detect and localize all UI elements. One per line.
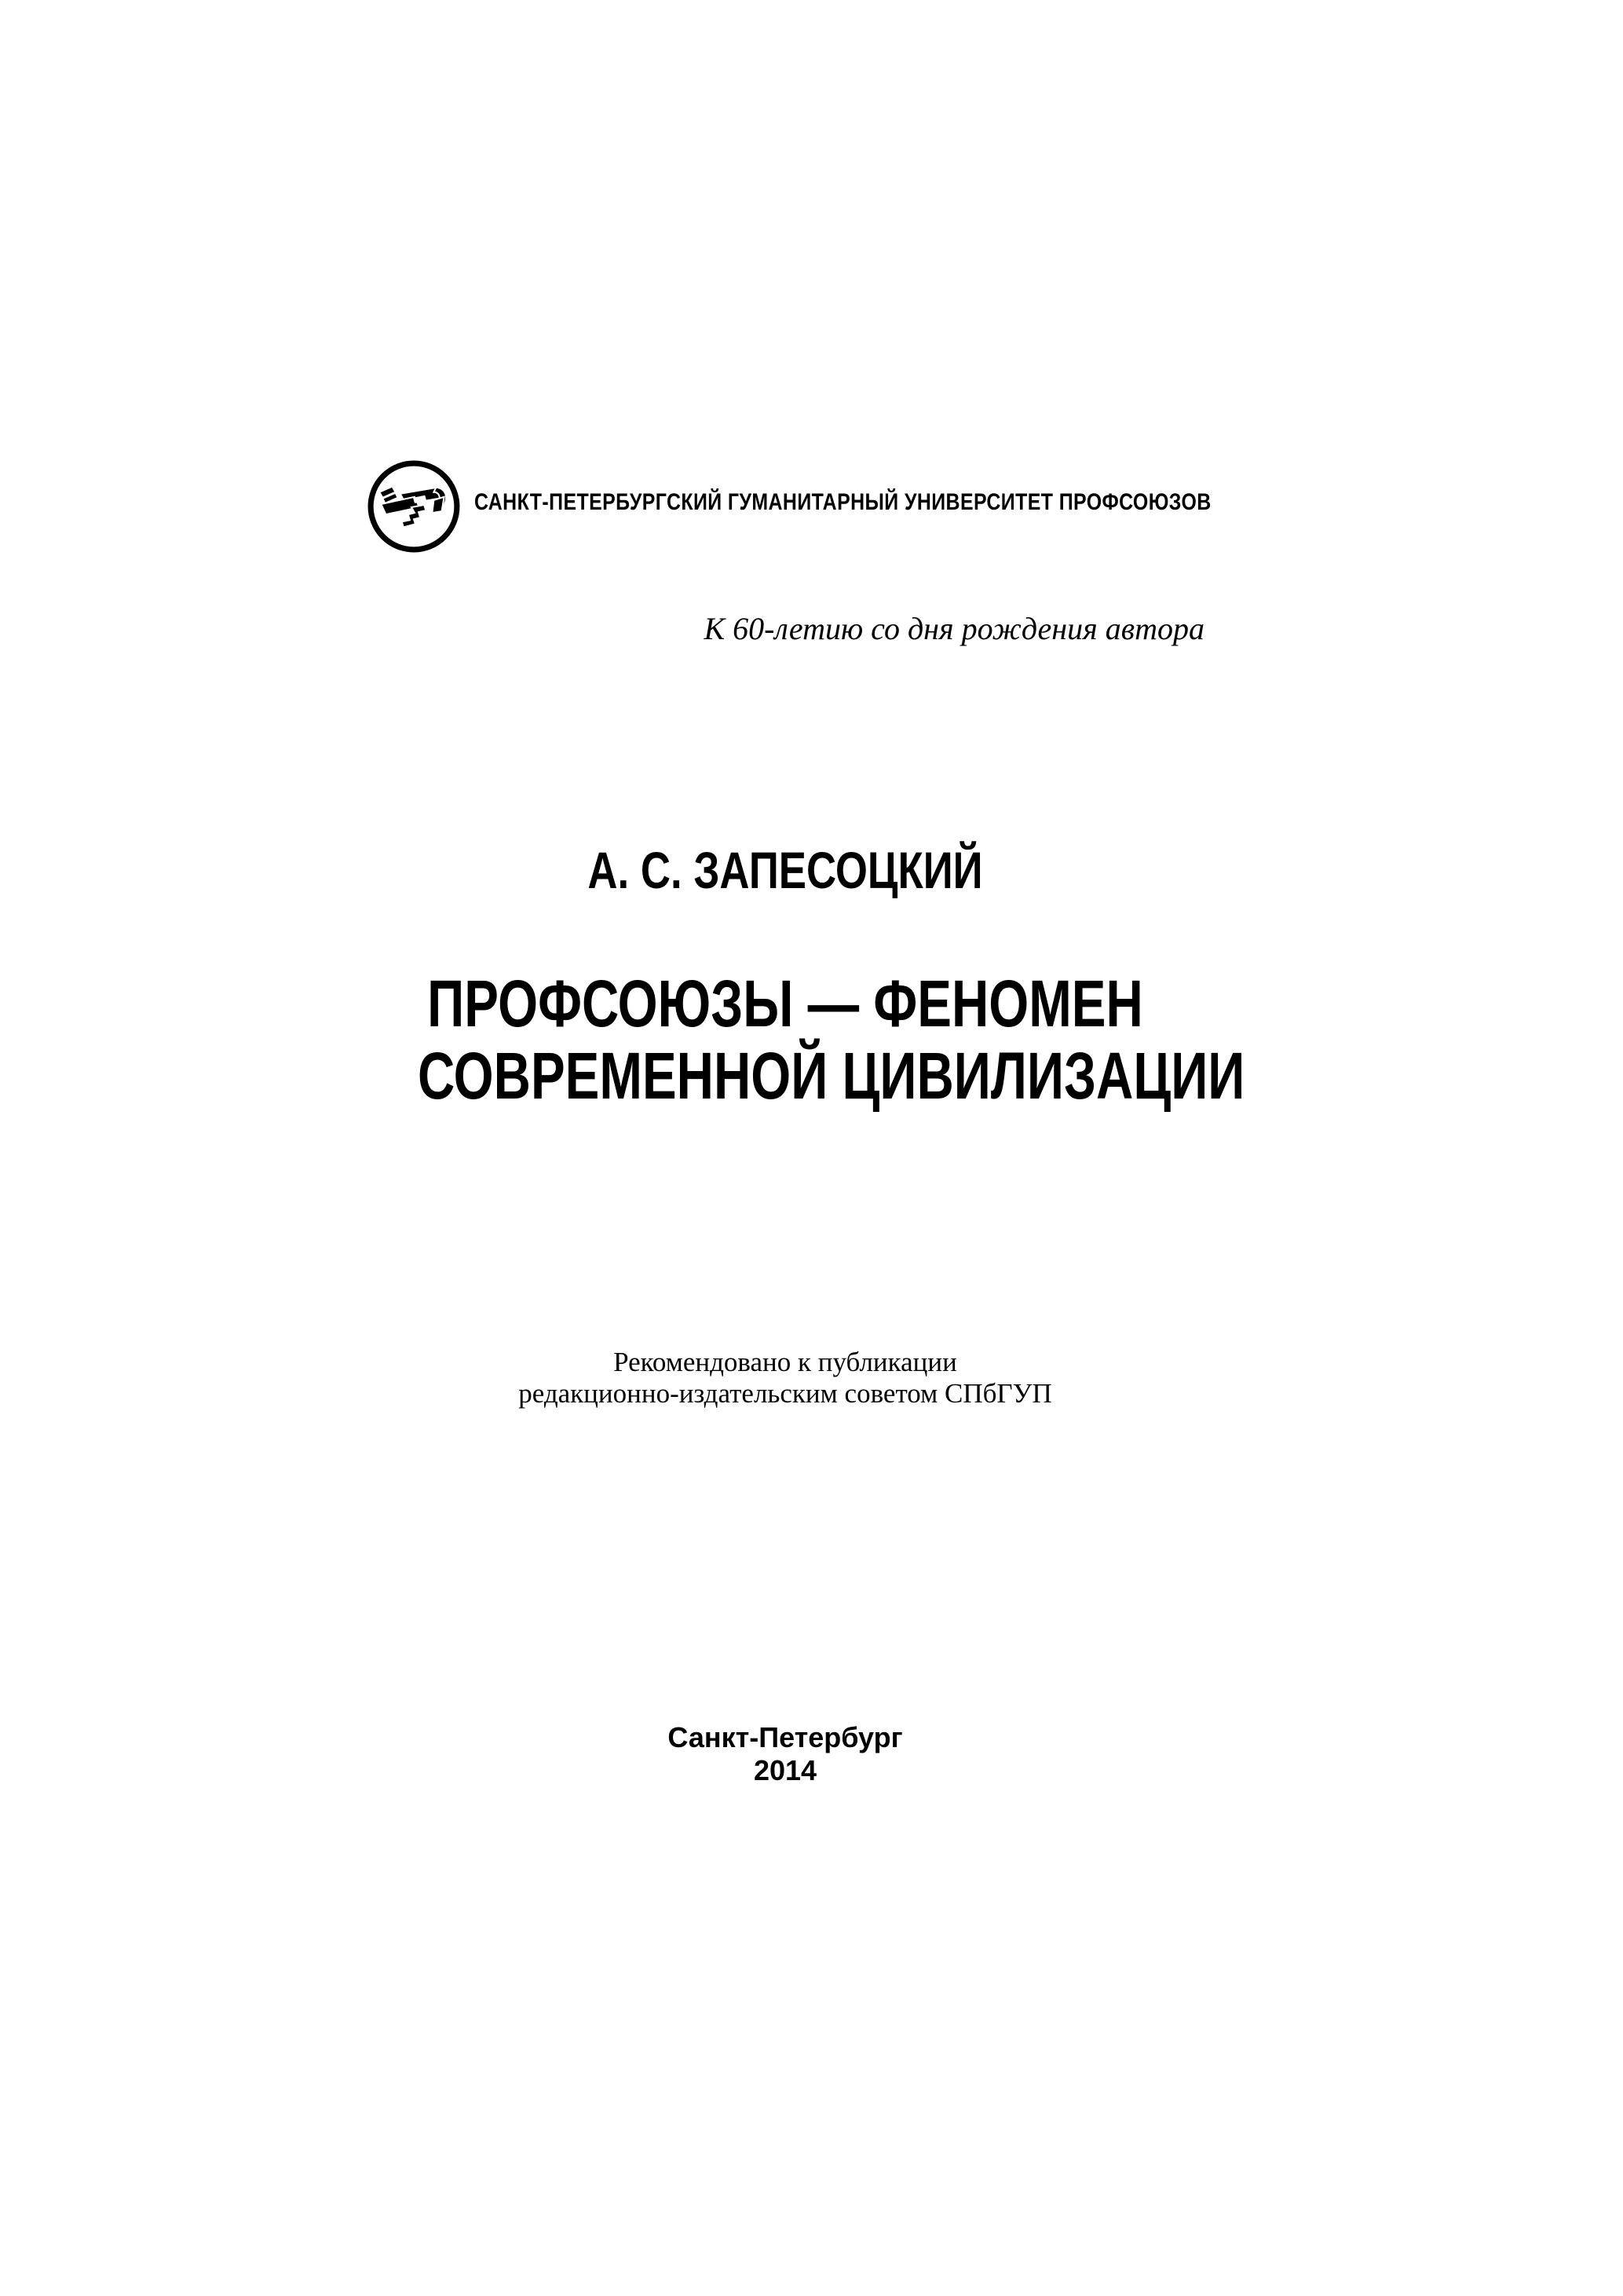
approval-line2: редакционно-издательским советом СПбГУП bbox=[518, 1378, 1052, 1409]
imprint-year: 2014 bbox=[753, 1754, 817, 1786]
imprint-city: Санкт-Петербург bbox=[667, 1721, 903, 1753]
imprint bbox=[314, 1721, 1256, 1787]
university-name: САНКТ-ПЕТЕРБУРГСКИЙ ГУМАНИТАРНЫЙ УНИВЕРСИТЕТ ПРОФСОЮЗОВ bbox=[474, 489, 1212, 515]
book-title bbox=[418, 967, 1245, 1113]
book-title-line2: СОВРЕМЕННОЙ ЦИВИЛИЗАЦИИ bbox=[418, 1039, 1245, 1113]
approval-note bbox=[314, 1347, 1256, 1409]
author-name: А. С. ЗАПЕСОЦКИЙ bbox=[587, 841, 983, 899]
university-header bbox=[366, 458, 1362, 555]
university-logo-icon bbox=[366, 459, 462, 554]
dedication-line: К 60-летию со дня рождения автора bbox=[704, 611, 1204, 646]
approval-line1: Рекомендовано к публикации bbox=[613, 1347, 957, 1377]
book-title-line1: ПРОФСОЮЗЫ — ФЕНОМЕН bbox=[427, 967, 1143, 1040]
